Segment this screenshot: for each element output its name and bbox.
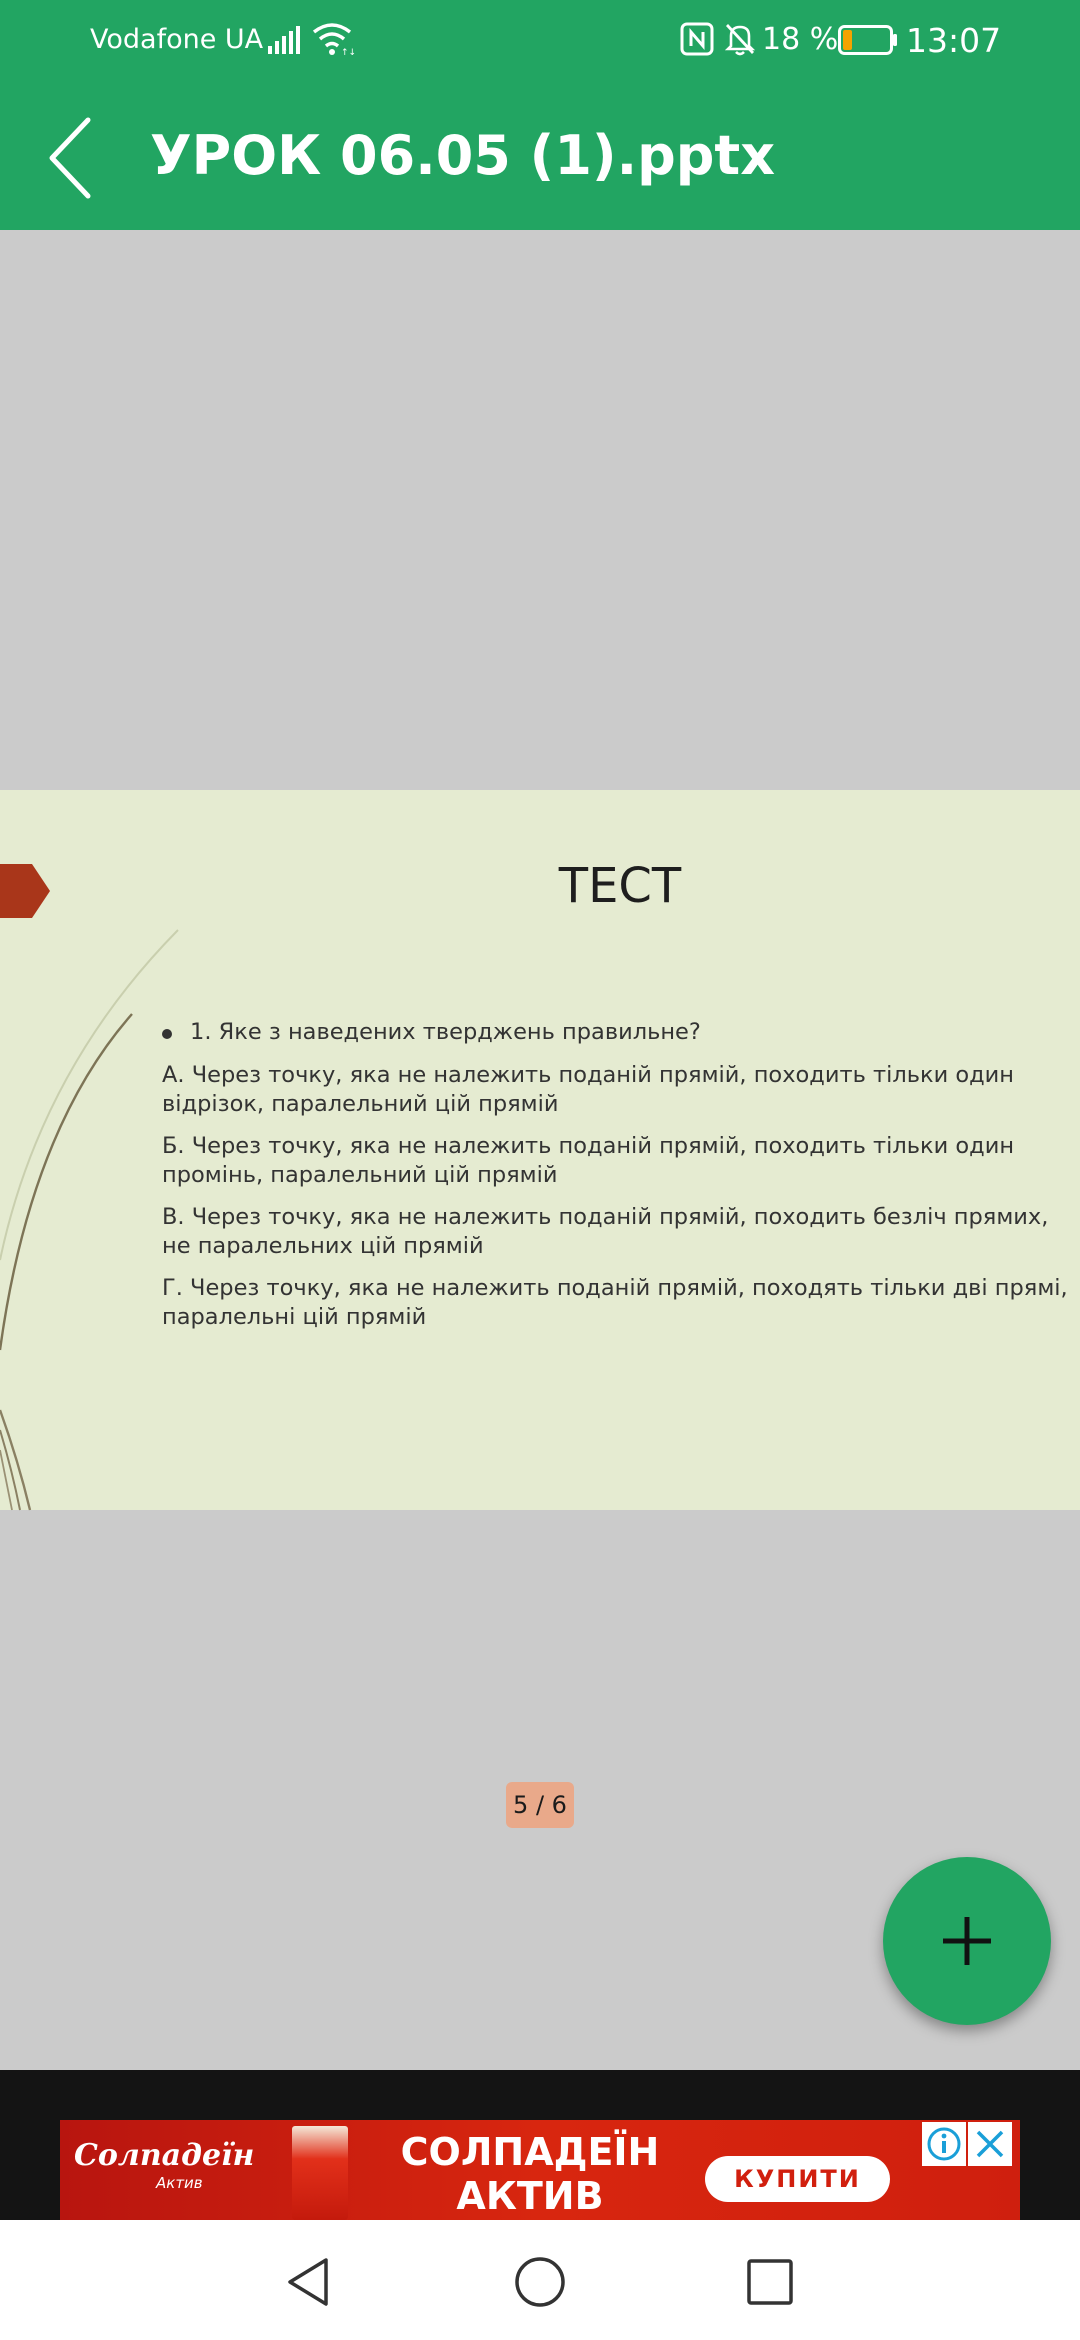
svg-text:↑↓: ↑↓ xyxy=(341,48,357,58)
ad-headline-line2: АКТИВ xyxy=(456,2174,604,2218)
nav-home-icon[interactable] xyxy=(512,2254,568,2310)
slide xyxy=(0,790,1080,1510)
back-button[interactable] xyxy=(36,110,106,206)
signal-icon xyxy=(268,26,302,54)
nav-back-icon[interactable] xyxy=(280,2254,336,2310)
clock: 13:07 xyxy=(906,21,1002,60)
slide-accent-arrow-icon xyxy=(0,864,50,918)
ad-area xyxy=(0,2070,1080,2220)
answer-option-b: Б. Через точку, яка не належить поданій прямій, походить тільки один промінь, паралельний цій прямій xyxy=(162,1133,1015,1188)
chevron-left-icon xyxy=(36,110,106,206)
page-indicator: 5 / 6 xyxy=(506,1782,574,1828)
info-icon xyxy=(922,2122,966,2166)
battery-icon xyxy=(838,25,898,55)
ad-banner[interactable] xyxy=(60,2120,1020,2220)
plus-icon xyxy=(937,1911,997,1971)
question-text: 1. Яке з наведених тверджень правильне? xyxy=(190,1019,701,1045)
wifi-icon xyxy=(312,22,357,58)
system-navigation-bar xyxy=(0,2220,1080,2340)
ad-buy-button[interactable]: КУПИТИ xyxy=(705,2156,890,2202)
ad-product-image xyxy=(292,2126,348,2220)
slide-question xyxy=(162,1018,1072,1047)
slide-body xyxy=(162,1018,1072,1345)
battery-percent: 18 % xyxy=(762,22,839,57)
bullet-icon xyxy=(162,1029,172,1039)
answer-option-a: А. Через точку, яка не належить поданій прямій, походить тільки один відрізок, паралельний цій прямій xyxy=(162,1062,1015,1117)
ad-headline xyxy=(380,2130,680,2218)
nav-recents-icon[interactable] xyxy=(744,2256,796,2308)
ad-brand: Солпадеїн xyxy=(74,2138,255,2173)
app-bar xyxy=(0,80,1080,230)
answer-option-d: Г. Через точку, яка не належить поданій прямій, походять тільки дві прямі, паралельні цій прямій xyxy=(162,1275,1068,1330)
answer-option-c: В. Через точку, яка не належить поданій прямій, походить безліч прямих, не паралельних цій прямій xyxy=(162,1204,1049,1259)
ad-brand-sub: Актив xyxy=(156,2174,203,2192)
slide-title: ТЕСТ xyxy=(558,858,682,914)
status-bar xyxy=(0,0,1080,80)
nfc-icon xyxy=(680,22,714,56)
add-button[interactable] xyxy=(883,1857,1051,2025)
document-title: УРОК 06.05 (1).pptx xyxy=(150,124,776,187)
notifications-muted-icon xyxy=(724,22,756,56)
ad-info-button[interactable] xyxy=(922,2122,966,2166)
ad-headline-line1: СОЛПАДЕЇН xyxy=(400,2130,660,2174)
ad-close-button[interactable] xyxy=(968,2122,1012,2166)
close-icon xyxy=(968,2122,1012,2166)
carrier-name: Vodafone UA xyxy=(90,24,264,55)
